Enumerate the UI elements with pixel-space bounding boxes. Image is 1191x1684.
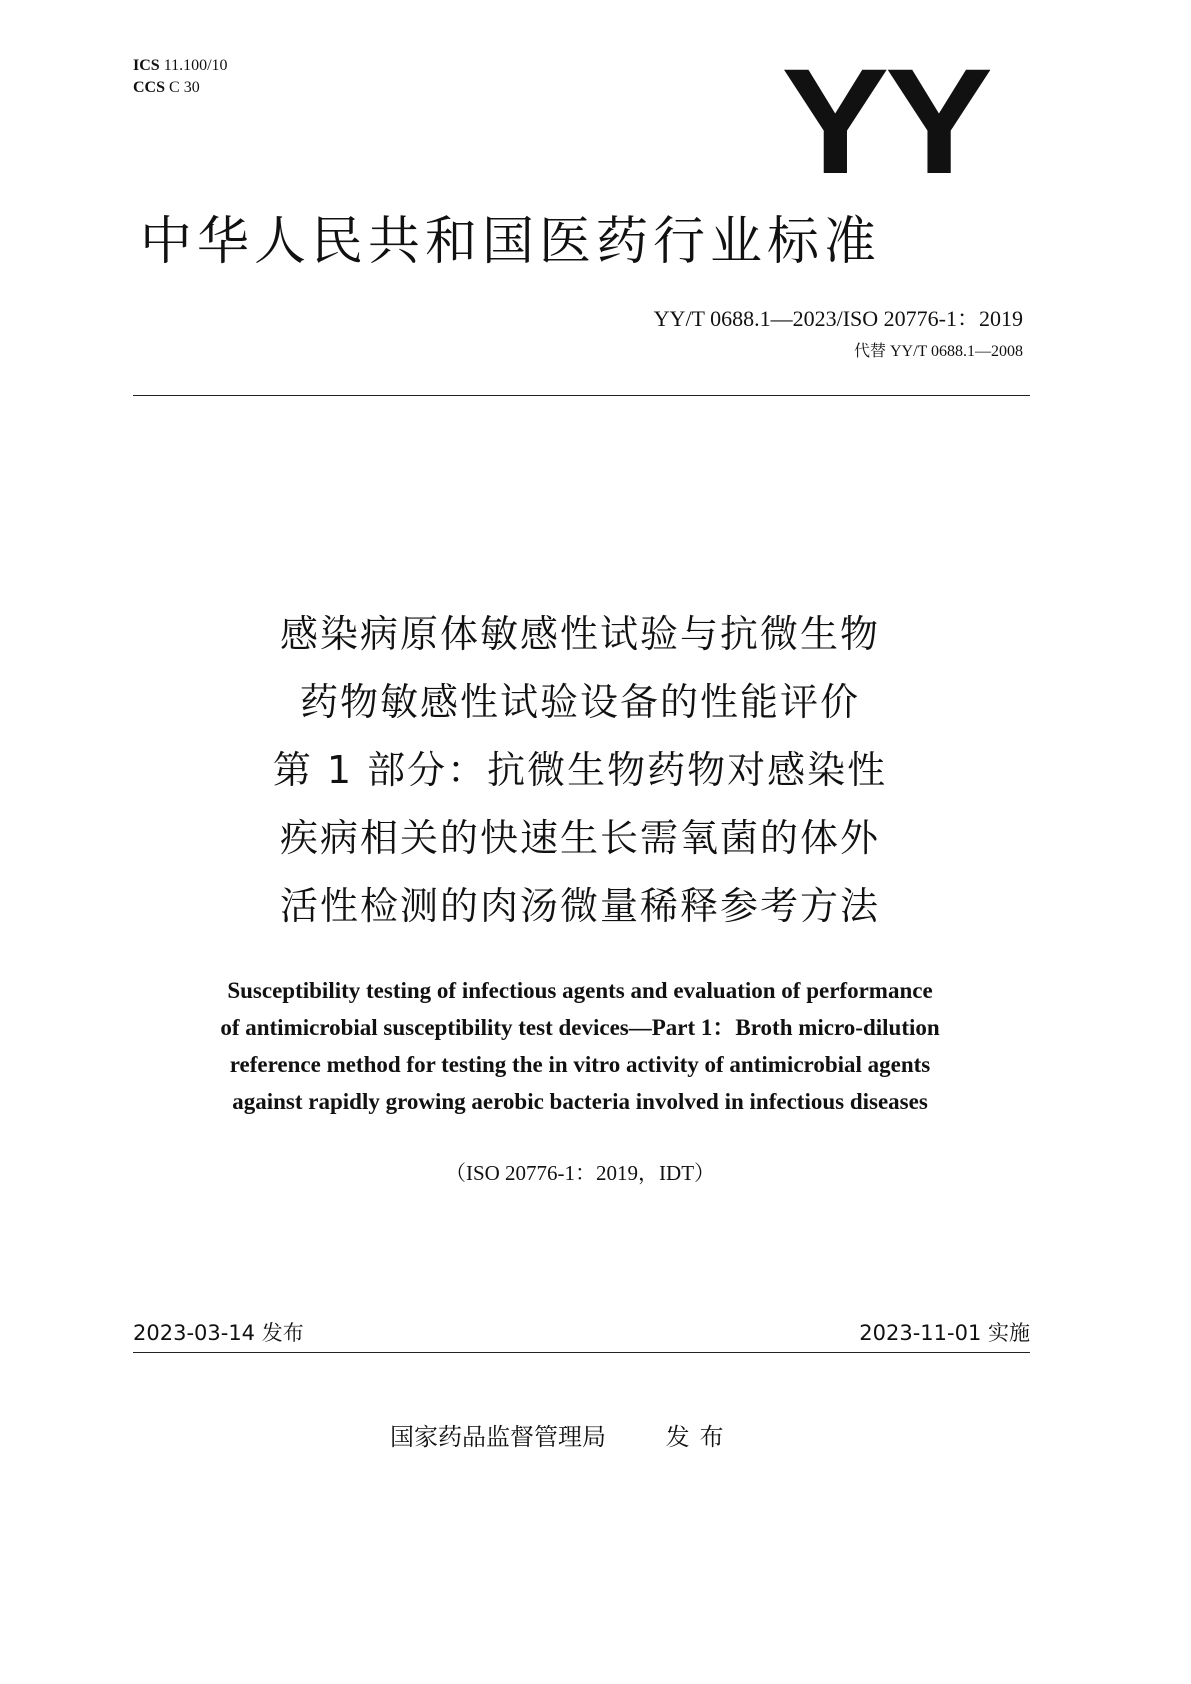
english-title-line: reference method for testing the in vitro activity of antimicrobial agents — [229, 1052, 931, 1077]
english-title-line: Susceptibility testing of infectious agents and evaluation of performance — [227, 978, 933, 1003]
standard-number: YY/T 0688.1—2023/ISO 20776-1：2019 — [653, 306, 1023, 331]
ics-code — [133, 55, 228, 77]
ccs-value: C 30 — [169, 79, 200, 96]
chinese-title-line: 活性检测的肉汤微量稀释参考方法 — [279, 884, 880, 928]
english-title — [130, 972, 1030, 1120]
chinese-title-line: 疾病相关的快速生长需氧菌的体外 — [279, 816, 880, 860]
issue-date: 2023-03-14 发布 — [133, 1321, 304, 1345]
chinese-title-line: 第 1 部分：抗微生物药物对感染性 — [272, 748, 888, 792]
classification-codes — [133, 55, 228, 99]
publisher-name: 国家药品监督管理局 — [390, 1423, 606, 1451]
chinese-title — [100, 600, 1060, 940]
publisher-label: 发布 — [665, 1423, 734, 1451]
adoption-note: （ISO 20776-1：2019，IDT） — [444, 1161, 716, 1185]
chinese-title-line: 药物敏感性试验设备的性能评价 — [299, 680, 860, 724]
english-title-line: of antimicrobial susceptibility test devices—Part 1：Broth micro-dilution — [220, 1015, 940, 1040]
chinese-title-line: 感染病原体敏感性试验与抗微生物 — [279, 612, 880, 656]
bottom-divider — [133, 1352, 1030, 1353]
ics-value: 11.100/10 — [163, 57, 228, 74]
ccs-label: CCS — [133, 79, 166, 96]
replaces-standard: 代替 YY/T 0688.1—2008 — [853, 343, 1023, 360]
ccs-code — [133, 77, 228, 99]
implementation-date: 2023-11-01 实施 — [859, 1321, 1030, 1345]
top-divider — [133, 395, 1030, 396]
standard-category-title: 中华人民共和国医药行业标准 — [140, 212, 882, 272]
publisher — [390, 1420, 734, 1454]
yy-logo: YY — [781, 37, 989, 205]
ics-label: ICS — [133, 57, 160, 74]
english-title-line: against rapidly growing aerobic bacteria involved in infectious diseases — [232, 1089, 928, 1114]
